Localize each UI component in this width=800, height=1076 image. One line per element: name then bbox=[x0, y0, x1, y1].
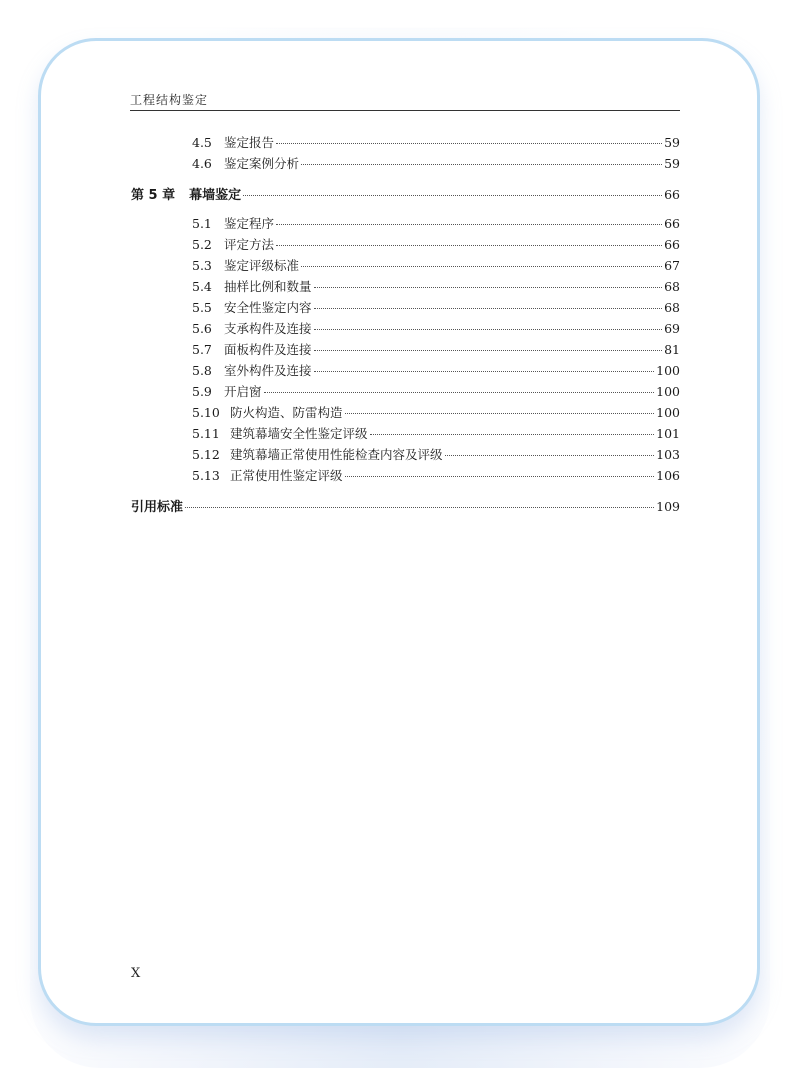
toc-entry-number: 4.5 bbox=[192, 135, 212, 150]
toc-entry-title: 防火构造、防雷构造 bbox=[230, 405, 343, 420]
toc-entry-page: 66 bbox=[664, 216, 680, 231]
toc-entry-page: 66 bbox=[664, 187, 680, 202]
toc-entry-number: 5.8 bbox=[192, 363, 212, 378]
toc-leader bbox=[301, 164, 662, 165]
toc-entry-number: 5.12 bbox=[192, 447, 220, 462]
toc-entry-page: 66 bbox=[664, 237, 680, 252]
toc-entry-title: 开启窗 bbox=[224, 384, 262, 399]
toc-leader bbox=[370, 434, 655, 435]
toc-entry-title: 鉴定报告 bbox=[224, 135, 275, 150]
toc-entry-page: 100 bbox=[656, 363, 680, 378]
toc-entry bbox=[192, 382, 680, 402]
toc-entry-page: 100 bbox=[656, 384, 680, 399]
toc-entry-number: 5.13 bbox=[192, 468, 220, 483]
toc-entry bbox=[192, 154, 680, 174]
toc-leader bbox=[314, 329, 663, 330]
toc-entry-title: 鉴定评级标准 bbox=[224, 258, 300, 273]
toc-leader bbox=[445, 455, 655, 456]
toc-entry-title: 抽样比例和数量 bbox=[224, 279, 312, 294]
toc-entry bbox=[192, 235, 680, 255]
toc-entry-number: 5.4 bbox=[192, 279, 212, 294]
toc-entry-number: 5.9 bbox=[192, 384, 212, 399]
toc-entry bbox=[192, 340, 680, 360]
toc-chapter-title: 幕墙鉴定 bbox=[189, 188, 242, 203]
toc-entry-page: 59 bbox=[664, 156, 680, 171]
toc-entry-number: 5.7 bbox=[192, 342, 212, 357]
toc-entry-title: 鉴定案例分析 bbox=[224, 156, 300, 171]
toc-entry bbox=[192, 256, 680, 276]
toc-entry-page: 100 bbox=[656, 405, 680, 420]
toc-entry-number: 5.5 bbox=[192, 300, 212, 315]
toc-leader bbox=[276, 143, 662, 144]
toc-entry-number: 5.6 bbox=[192, 321, 212, 336]
toc-leader bbox=[345, 476, 655, 477]
toc-leader bbox=[345, 413, 655, 414]
toc-entry bbox=[192, 319, 680, 339]
toc-entry-page: 106 bbox=[656, 468, 680, 483]
toc-chapter-entry bbox=[131, 184, 680, 204]
toc-entry-number: 5.10 bbox=[192, 405, 220, 420]
toc-entry-number: 5.1 bbox=[192, 216, 212, 231]
toc-leader bbox=[314, 350, 663, 351]
toc-entry-title: 建筑幕墙安全性鉴定评级 bbox=[230, 426, 368, 441]
toc-chapter-entry bbox=[131, 496, 680, 516]
toc-leader bbox=[264, 392, 655, 393]
toc-entry-number: 4.6 bbox=[192, 156, 212, 171]
toc-leader bbox=[314, 371, 655, 372]
toc-entry-title: 安全性鉴定内容 bbox=[224, 300, 312, 315]
toc-leader bbox=[276, 224, 662, 225]
toc-entry bbox=[192, 466, 680, 486]
toc-leader bbox=[301, 266, 662, 267]
toc-entry-page: 59 bbox=[664, 135, 680, 150]
toc-leader bbox=[314, 308, 663, 309]
toc-chapter-number: 第 5 章 bbox=[131, 188, 176, 203]
toc-entry bbox=[192, 214, 680, 234]
toc-leader bbox=[314, 287, 663, 288]
toc-entry bbox=[192, 445, 680, 465]
toc-entry-number: 5.3 bbox=[192, 258, 212, 273]
toc-entry bbox=[192, 403, 680, 423]
toc-entry-title: 评定方法 bbox=[224, 237, 275, 252]
toc-entry bbox=[192, 277, 680, 297]
toc-leader bbox=[243, 195, 662, 196]
toc-entry-page: 68 bbox=[664, 279, 680, 294]
toc-entry-page: 101 bbox=[656, 426, 680, 441]
toc-entry-number: 5.2 bbox=[192, 237, 212, 252]
toc-entry-title: 正常使用性鉴定评级 bbox=[230, 468, 343, 483]
toc-entry bbox=[192, 133, 680, 153]
toc-entry-page: 109 bbox=[656, 499, 680, 514]
toc-entry-page: 67 bbox=[664, 258, 680, 273]
toc-entry-title: 建筑幕墙正常使用性能检查内容及评级 bbox=[230, 447, 443, 462]
toc-leader bbox=[276, 245, 662, 246]
toc-entry-title: 支承构件及连接 bbox=[224, 321, 312, 336]
page-number: X bbox=[131, 966, 141, 981]
toc-entry-page: 81 bbox=[664, 342, 680, 357]
toc-entry-title: 鉴定程序 bbox=[224, 216, 275, 231]
toc-entry bbox=[192, 361, 680, 381]
toc-entry-title: 面板构件及连接 bbox=[224, 342, 312, 357]
toc-entry-number: 5.11 bbox=[192, 426, 220, 441]
header-rule bbox=[130, 110, 680, 111]
running-header: 工程结构鉴定 bbox=[130, 93, 209, 107]
toc-entry-page: 68 bbox=[664, 300, 680, 315]
toc-entry bbox=[192, 424, 680, 444]
toc-entry-page: 103 bbox=[656, 447, 680, 462]
toc-entry-page: 69 bbox=[664, 321, 680, 336]
toc-entry bbox=[192, 298, 680, 318]
toc-entry-title: 室外构件及连接 bbox=[224, 363, 312, 378]
toc-leader bbox=[185, 507, 654, 508]
toc-chapter-title: 引用标准 bbox=[131, 500, 184, 515]
